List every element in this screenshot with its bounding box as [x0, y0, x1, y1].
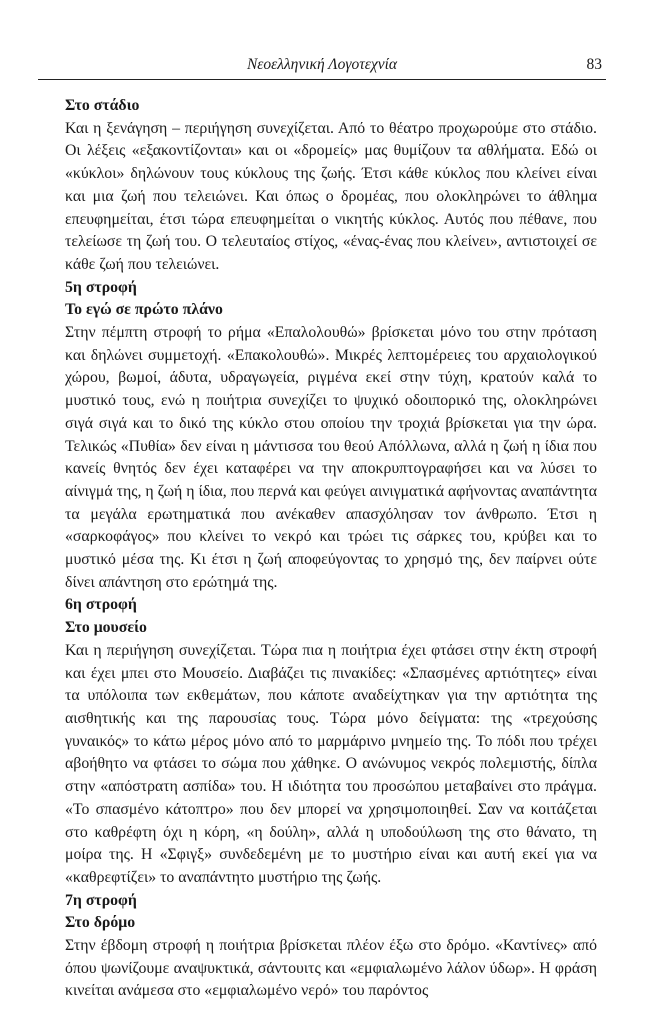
paragraph-ego: Στην πέμπτη στροφή το ρήμα «Επαλολουθώ» βρίσκεται μόνο του στην πρόταση και δηλώνει συμμετοχή. «Επακολουθώ». Μικρές λεπτομέρειες του αρχαιολογικού χώρου, βωμοί, άδυτα, υδραγωγεία, ριγμένα εκεί στην τύχη, κρατούν καλά το μυστικό τους, ενώ η ποιήτρια συνεχίζει το ψυχικό οδοιπορικό της, ολοκληρώνει σιγά σιγά και το δικό της κύκλο στου οποίου την τροχιά βρίσκεται για την ώρα. Τελικώς «Πυθία» δεν είναι η μάντισσα του θεού Απόλλωνα, αλλά η ζωή η ίδια που κανείς θνητός δεν έχει καταφέρει να την αποκρυπτογραφήσει και να λύσει το αίνιγμά της, η ζωή η ίδια, που περνά και φεύγει αινιγματικά αφήνοντας αναπάντητα τα μεγάλα ερωτηματικά που ανέκαθεν απασχόλησαν τον άνθρωπο. Έτσι η «σαρκοφάγος» που κλείνει το νεκρό και τρώει τις σάρκες του, κρύβει και το μυστικό μέσα της. Κι έτσι η ζωή αποφεύγοντας το χρησμό της, δεν παίρνει ούτε δίνει απάντηση στο ερώτημά της. — [65, 324, 597, 591]
header-rule — [38, 79, 606, 80]
section-heading-museum: Στο μουσείο — [65, 619, 147, 637]
paragraph-stadium: Και η ξενάγηση – περιήγηση συνεχίζεται. Από το θέατρο προχωρούμε στο στάδιο. Οι λέξεις «εξακοντίζονται» και οι «δρομείς» μας θυμίζουν τα αθλήματα. Εδώ οι «κύκλοι» δηλώνουν τους κύκλους της ζωής. Έτσι κάθε κύκλος που κλείνει είναι και μια ζωή που τελειώνει. Και όπως ο δρομέας, που ολοκληρώνει το άθλημα επευφημείται, έτσι τώρα επευφημείται ο νικητής κύκλος. Αυτός που πέθανε, που τελείωσε τη ζωή του. Ο τελευταίος στίχος, «ένας-ένας που κλείνει», αντιστοιχεί σε κάθε ζωή που τελειώνει. — [65, 119, 597, 273]
running-header-title: Νεοελληνική Λογοτεχνία — [246, 56, 398, 73]
paragraph-street: Στην έβδομη στροφή η ποιήτρια βρίσκεται πλέον έξω στο δρόμο. «Καντίνες» από όπου ψωνίζουμε αναψυκτικά, σάντουιτς και «εμφιαλωμένο λάλον ύδωρ». Η φράση κινείται ανάμεσα στο «εμφιαλωμένο νερό» του παρόντος — [65, 937, 597, 1000]
page-body — [65, 95, 597, 1003]
page-number: 83 — [586, 56, 602, 73]
running-header — [38, 52, 606, 76]
section-heading-ego: Το εγώ σε πρώτο πλάνο — [65, 301, 223, 319]
paragraph-museum: Και η περιήγηση συνεχίζεται. Τώρα πια η ποιήτρια έχει φτάσει στην έκτη στροφή και έχει μπει στο Μουσείο. Διαβάζει τις πινακίδες: «Σπασμένες αρτιότητες» είναι τα υπόλοιπα των εκθεμάτων, που κάποτε αναδείχτηκαν για την αρτιότητα της αισθητικής και της παρουσίας τους. Τώρα μόνο δείγματα: της «τρεχούσης γυναικός» το κάτω μέρος μόνο από το μαρμάρινο μνημείο της. Το πόδι που τρέχει αβοήθητο να φτάσει το σώμα που χάθηκε. Ο ανώνυμος νεκρός πολεμιστής, δίπλα στην «απόστρατη ασπίδα» του. Η ιδιότητα του προσώπου μεταβαίνει στο πράγμα. «Το σπασμένο κάτοπτρο» που δεν μπορεί να χρησιμοποιηθεί. Σαν να κοιτάζεται στο καθρέφτη όχι η κόρη, «η δούλη», αλλά η υποδούλωση της στο θάνατο, τη μοίρα της. Η «Σφιγξ» συνδεδεμένη με το μυστήριο είναι και αυτή εκεί για να «καθρεφτίζει» το αναπάντητο μυστήριο της ζωής. — [65, 641, 597, 886]
strophe-label-5: 5η στροφή — [65, 278, 137, 296]
strophe-label-7: 7η στροφή — [65, 891, 137, 909]
section-heading-stadium: Στο στάδιο — [65, 97, 140, 114]
strophe-label-6: 6η στροφή — [65, 596, 137, 614]
section-heading-street: Στο δρόμο — [65, 914, 136, 932]
